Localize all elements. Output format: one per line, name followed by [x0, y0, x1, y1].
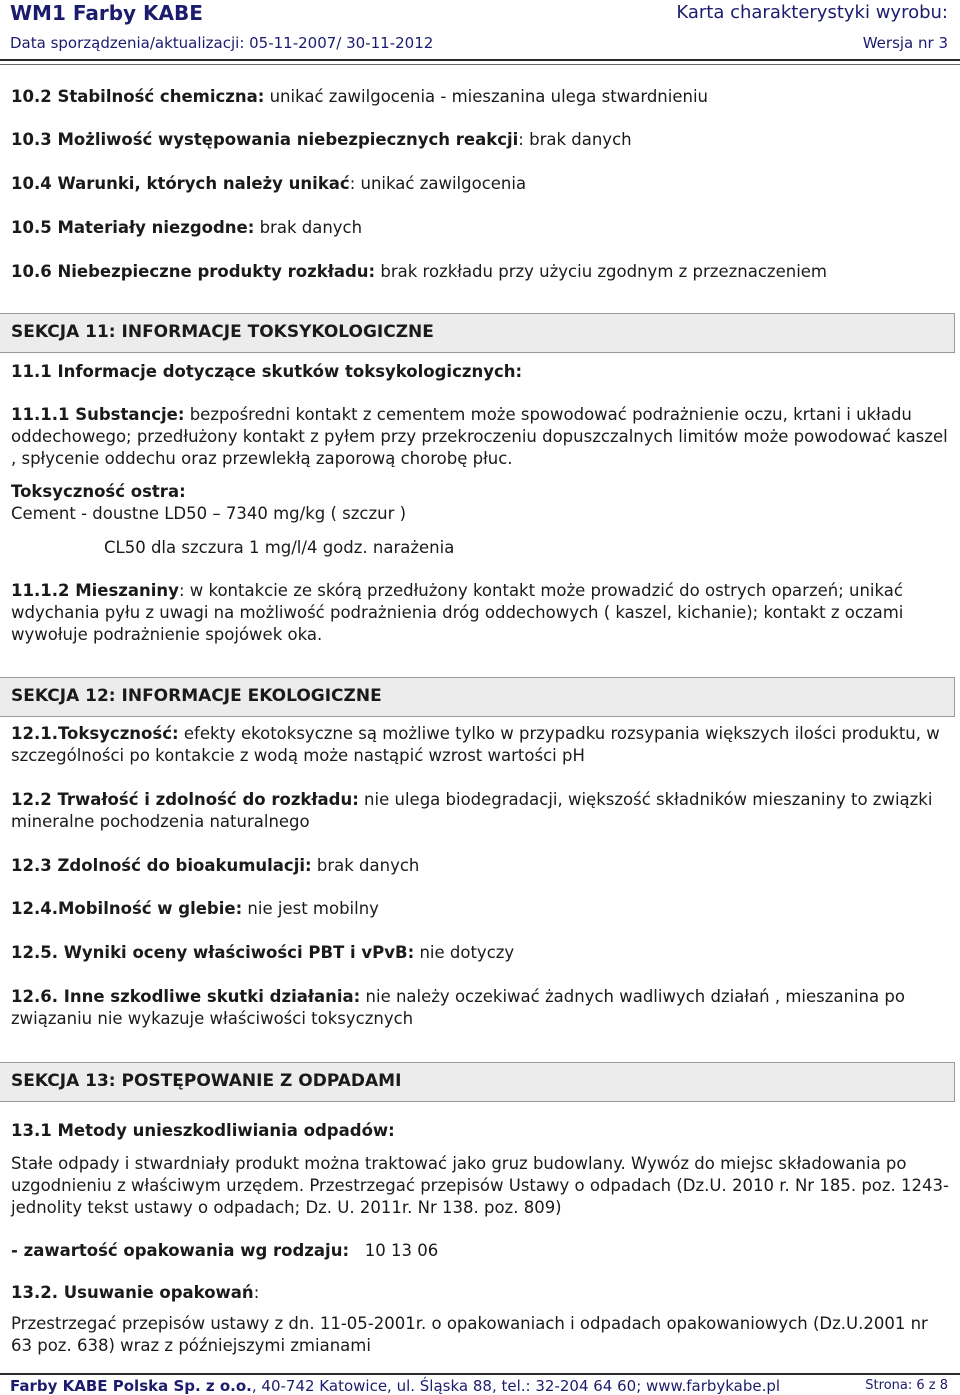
page-header — [10, 1, 948, 27]
para-12-4 — [11, 898, 951, 920]
para-13-2: Przestrzegać przepisów ustawy z dn. 11-05-2001r. o opakowaniach i odpadach opakowaniowych (Dz.U.2001 nr 63 poz. 638) wraz z późniejszymi zmianami — [11, 1314, 928, 1355]
para-11-1-2-text: : w kontakcie ze skórą przedłużony kontakt może prowadzić do ostrych oparzeń; unikać wdychania pyłu z uwagi na możliwość podrażnienia dróg oddechowych ( kaszel, kichanie); kontakt z oczami wywołuje podrażnienie spojówek oka. — [11, 581, 904, 644]
para-10-2-text: unikać zawilgocenia - mieszanina ulega stwardnieniu — [264, 87, 708, 106]
footer-divider — [0, 1373, 960, 1375]
section-12-header — [0, 677, 955, 717]
acute-toxicity-label: Toksyczność ostra: — [11, 482, 186, 501]
para-11-1-2 — [11, 580, 951, 646]
para-12-1-text: efekty ekotoksyczne są możliwe tylko w przypadku rozsypania większych ilości produktu, w szczególności po kontakcie z wodą może nastąpić wzrost wartości pH — [11, 724, 940, 765]
para-10-4-label: 10.4 Warunki, których należy unikać — [11, 174, 350, 193]
para-12-3-text: brak danych — [311, 856, 420, 875]
para-12-2-text: nie ulega biodegradacji, większość składników mieszaniny to związki mineralne pochodzenia naturalnego — [11, 790, 933, 831]
section-11-title: SEKCJA 11: INFORMACJE TOKSYKOLOGICZNE — [11, 322, 434, 342]
acute-toxicity-line-1: Cement - doustne LD50 – 7340 mg/kg ( szczur ) — [11, 504, 407, 523]
para-13-1: Stałe odpady i stwardniały produkt można traktować jako gruz budowlany. Wywóz do miejsc składowania po uzgodnieniu z właściwym urzędem. Przestrzegać przepisów Ustawy o odpadach (Dz.U. 2010 r. Nr 185. poz. 1243- jednolity tekst ustawy o odpadach; Dz. U. 2011r. Nr 138. poz. 809) — [11, 1154, 949, 1217]
page-number: Strona: 6 z 8 — [865, 1378, 948, 1393]
footer-company: Farby KABE Polska Sp. z o.o. — [10, 1377, 252, 1395]
header-meta — [10, 34, 948, 56]
packaging-code-line — [11, 1240, 951, 1262]
para-12-6-label: 12.6. Inne szkodliwe skutki działania: — [11, 987, 361, 1006]
para-12-1-label: 12.1.Toksyczność: — [11, 724, 179, 743]
para-12-6-text: nie należy oczekiwać żadnych wadliwych działań , mieszanina po związaniu nie wykazuje właściwości toksycznych — [11, 987, 905, 1028]
para-11-1-1 — [11, 404, 951, 470]
para-11-1-1-label: 11.1.1 Substancje: — [11, 405, 185, 424]
para-12-2 — [11, 789, 951, 833]
para-10-5 — [11, 217, 951, 239]
footer-address — [10, 1377, 780, 1395]
para-10-3-label: 10.3 Możliwość występowania niebezpiecznych reakcji — [11, 130, 519, 149]
para-12-2-label: 12.2 Trwałość i zdolność do rozkładu: — [11, 790, 359, 809]
packaging-code-value: 10 13 06 — [349, 1241, 439, 1260]
subsection-11-1-title: 11.1 Informacje dotyczące skutków toksykologicznych: — [11, 362, 523, 381]
para-10-4 — [11, 173, 951, 195]
acute-toxicity-line-2: CL50 dla szczura 1 mg/l/4 godz. narażenia — [104, 538, 455, 557]
para-12-3-label: 12.3 Zdolność do bioakumulacji: — [11, 856, 312, 875]
para-10-2 — [11, 86, 951, 108]
para-10-5-text: brak danych — [254, 218, 363, 237]
subsection-13-1 — [11, 1120, 951, 1142]
subsection-13-2-title: 13.2. Usuwanie opakowań — [11, 1283, 254, 1302]
para-12-6 — [11, 986, 951, 1030]
para-10-3 — [11, 129, 951, 151]
subsection-13-1-title: 13.1 Metody unieszkodliwiania odpadów: — [11, 1121, 395, 1140]
para-11-1-1-text: bezpośredni kontakt z cementem może spowodować podrażnienie oczu, krtani i układu oddechowego; przedłużony kontakt z pyłem przy przekroczeniu dopuszczalnych limitów może powodować kaszel , spłycenie oddechu oraz przewlekłą zaporową chorobę płuc. — [11, 405, 948, 468]
document-version: Wersja nr 3 — [862, 34, 948, 52]
section-13-title: SEKCJA 13: POSTĘPOWANIE Z ODPADAMI — [11, 1071, 402, 1091]
document-dates: Data sporządzenia/aktualizacji: 05-11-2007/ 30-11-2012 — [10, 34, 434, 52]
company-name: WM1 Farby KABE — [10, 1, 203, 25]
section-12-title: SEKCJA 12: INFORMACJE EKOLOGICZNE — [11, 686, 382, 706]
para-10-2-label: 10.2 Stabilność chemiczna: — [11, 87, 265, 106]
subsection-13-2-colon: : — [253, 1283, 260, 1302]
packaging-code-label: - zawartość opakowania wg rodzaju: — [11, 1241, 350, 1260]
footer-contact: , 40-742 Katowice, ul. Śląska 88, tel.: 32-204 64 60; www.farbykabe.pl — [251, 1377, 781, 1395]
para-10-5-label: 10.5 Materiały niezgodne: — [11, 218, 255, 237]
document-type: Karta charakterystyki wyrobu: — [676, 2, 948, 23]
para-10-3-text: : brak danych — [518, 130, 632, 149]
acute-toxicity-heading — [11, 481, 951, 503]
header-divider-thin — [0, 64, 960, 65]
para-12-4-text: nie jest mobilny — [242, 899, 379, 918]
para-10-6 — [11, 261, 951, 283]
para-10-4-text: : unikać zawilgocenia — [349, 174, 527, 193]
para-10-6-text: brak rozkładu przy użyciu zgodnym z przeznaczeniem — [375, 262, 827, 281]
subsection-13-2 — [11, 1282, 951, 1304]
section-13-header — [0, 1062, 955, 1102]
para-11-1-2-label: 11.1.2 Mieszaniny — [11, 581, 179, 600]
header-divider — [0, 59, 960, 61]
para-12-5 — [11, 942, 951, 964]
para-12-1 — [11, 723, 951, 767]
section-11-header — [0, 313, 955, 353]
para-12-3 — [11, 855, 951, 877]
para-10-6-label: 10.6 Niebezpieczne produkty rozkładu: — [11, 262, 376, 281]
para-12-5-text: nie dotyczy — [414, 943, 515, 962]
para-12-4-label: 12.4.Mobilność w glebie: — [11, 899, 243, 918]
subsection-11-1 — [11, 361, 951, 383]
para-12-5-label: 12.5. Wyniki oceny właściwości PBT i vPvB: — [11, 943, 415, 962]
